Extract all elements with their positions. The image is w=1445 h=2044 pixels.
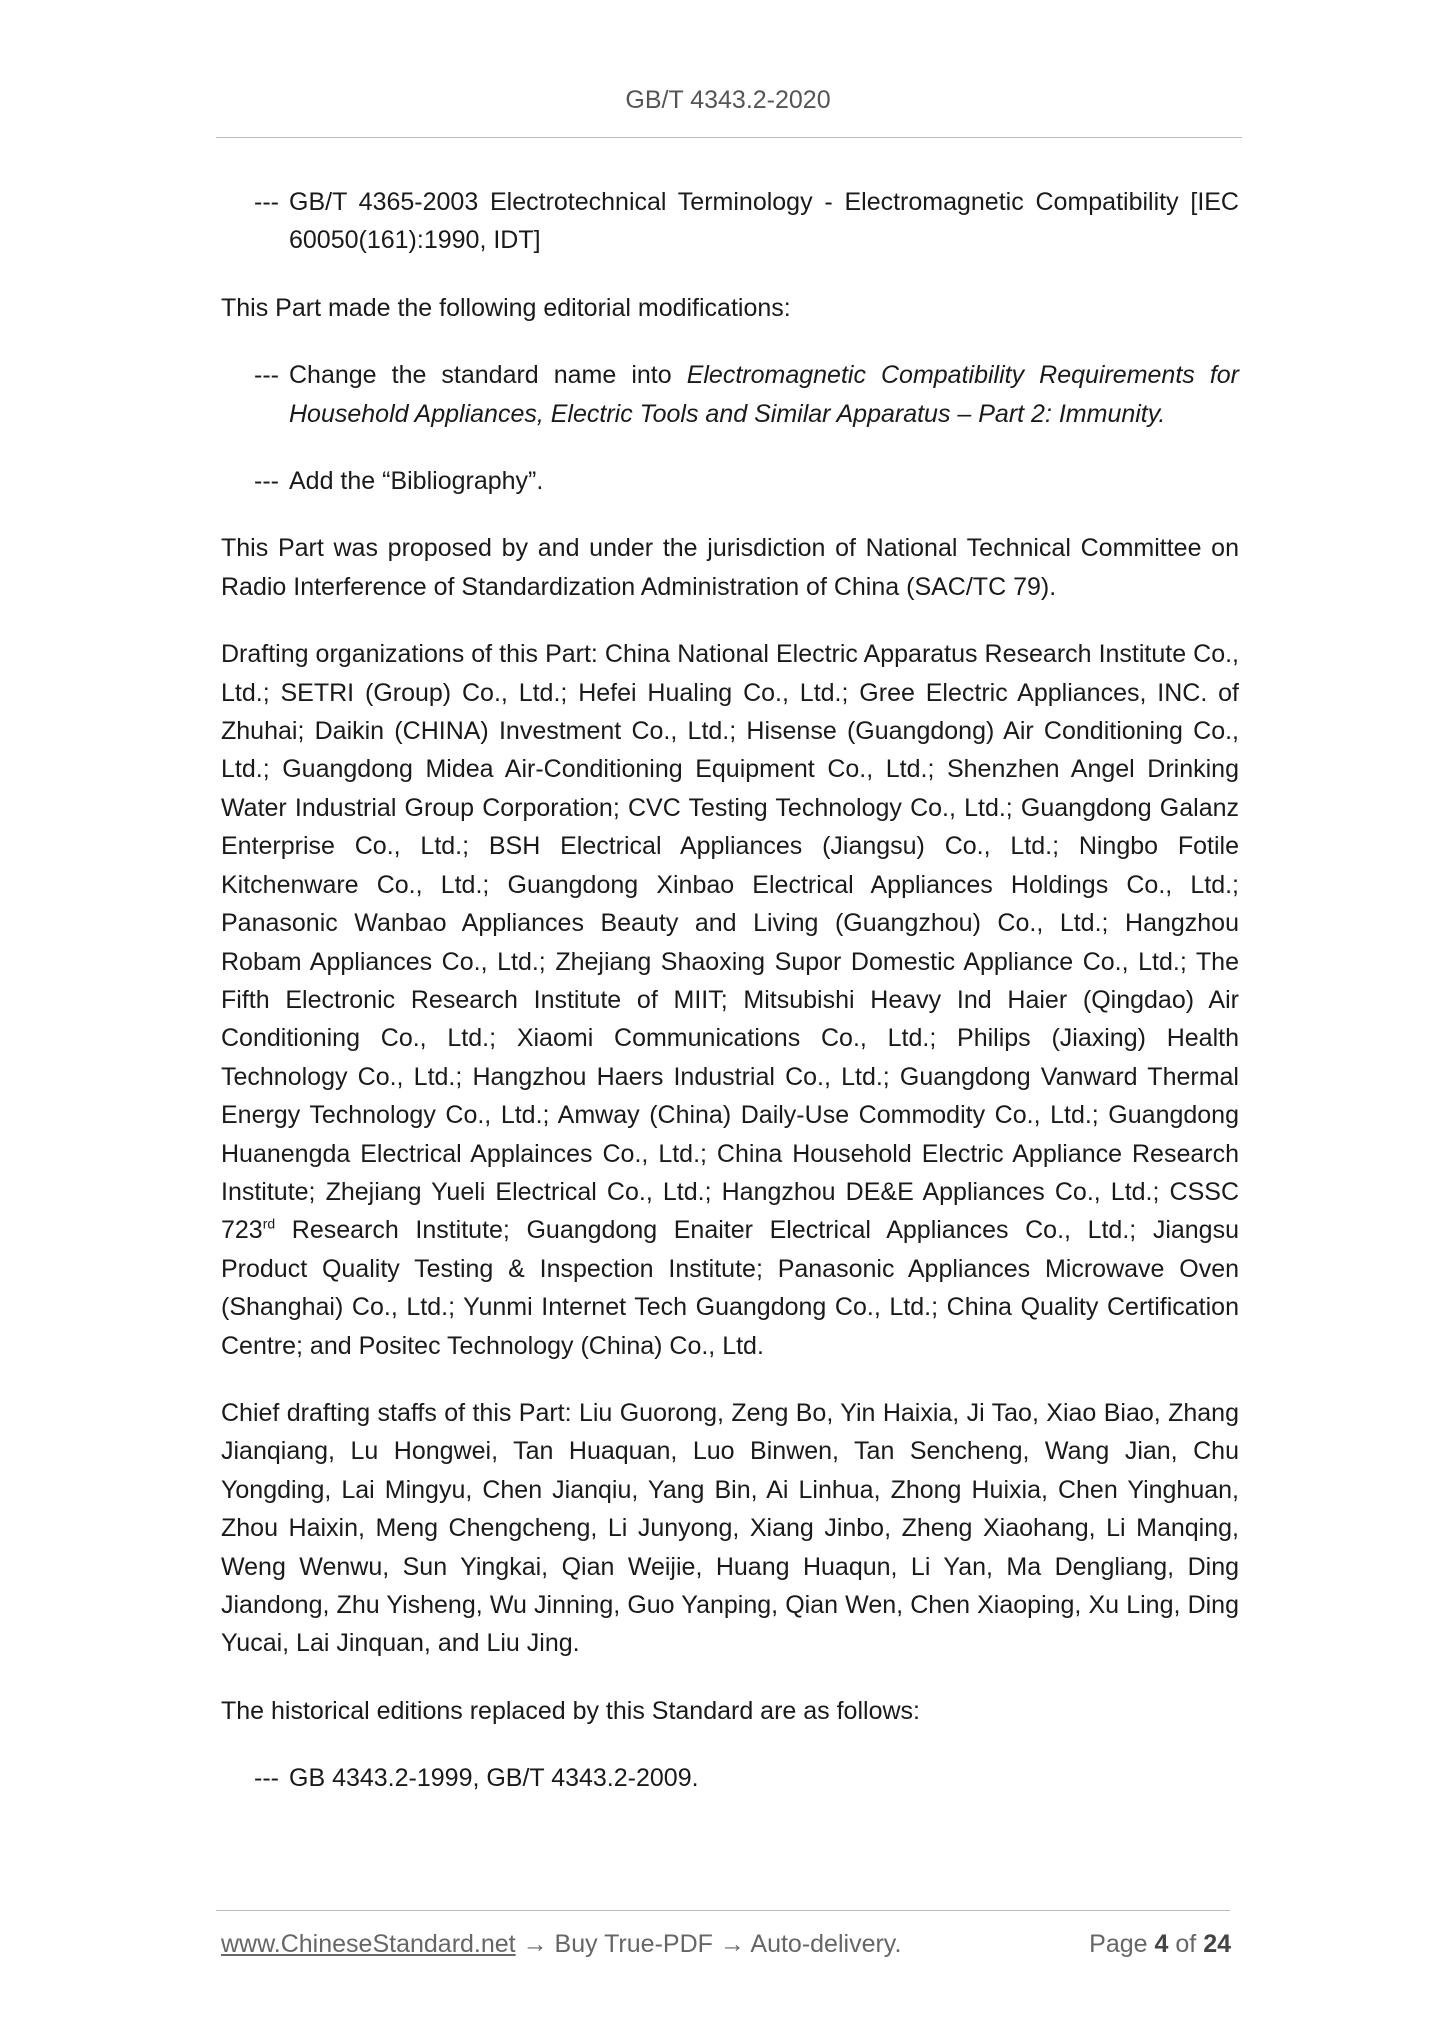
modification-prefix: Change the standard name into bbox=[289, 361, 687, 390]
page-label: Page bbox=[1089, 1930, 1148, 1958]
standard-name-italic: Electromagnetic Compatibility Requirements for Household Appliances, Electric Tools and Similar Apparatus – Part 2: Immunity. bbox=[289, 361, 1239, 428]
page-total: 24 bbox=[1203, 1930, 1231, 1958]
document-body bbox=[221, 183, 1239, 1827]
modification-bullet-2 bbox=[221, 462, 1239, 500]
historical-editions-text: GB 4343.2-1999, GB/T 4343.2-2009. bbox=[289, 1764, 699, 1793]
footer-promo bbox=[221, 1930, 901, 1959]
page-header-title: GB/T 4343.2-2020 bbox=[625, 86, 831, 114]
page-number bbox=[1089, 1930, 1231, 1959]
chief-drafting-staff-paragraph: Chief drafting staffs of this Part: Liu Guorong, Zeng Bo, Yin Haixia, Ji Tao, Xiao Biao, Zhang Jianqiang, Lu Hongwei, Tan Huaquan, Luo Binwen, Tan Sencheng, Wang Jian, Chu Yongding, Lai Mingyu, Chen Jianqiu, Yang Bin, Ai Linhua, Zhong Huixia, Chen Yinghuan, Zhou Haixin, Meng Chengcheng, Li Junyong, Xiang Jinbo, Zheng Xiaohang, Li Manqing, Weng Wenwu, Sun Yingkai, Qian Weijie, Huang Huaqun, Li Yan, Ma Dengliang, Ding Jiandong, Zhu Yisheng, Wu Jinning, Guo Yanping, Qian Wen, Chen Xiaoping, Xu Ling, Ding Yucai, Lai Jinquan, and Liu Jing. bbox=[221, 1398, 1239, 1658]
drafting-organizations-text-cont: Research Institute; Guangdong Enaiter Electrical Appliances Co., Ltd.; Jiangsu Product Quality Testing & Inspection Institute; Panasonic Appliances Microwave Oven (Shanghai) Co., Ltd.; Yunmi Internet Tech Guangdong Co., Ltd.; China Quality Certification Centre; and Positec Technology (China) Co., Ltd. bbox=[221, 1216, 1239, 1360]
ordinal-superscript: rd bbox=[262, 1216, 276, 1233]
website-link[interactable]: www.ChineseStandard.net bbox=[221, 1930, 516, 1958]
reference-text: GB/T 4365-2003 Electrotechnical Terminology - Electromagnetic Compatibility [IEC 60050(161):1990, IDT] bbox=[289, 188, 1239, 255]
drafting-organizations-text: Drafting organizations of this Part: China National Electric Apparatus Research Institute Co., Ltd.; SETRI (Group) Co., Ltd.; Hefei Hualing Co., Ltd.; Gree Electric Appliances, INC. of Zhuhai; Daikin (CHINA) Investment Co., Ltd.; Hisense (Guangdong) Air Conditioning Co., Ltd.; Guangdong Midea Air-Conditioning Equipment Co., Ltd.; Shenzhen Angel Drinking Water Industrial Group Corporation; CVC Testing Technology Co., Ltd.; Guangdong Galanz Enterprise Co., Ltd.; BSH Electrical Appliances (Jiangsu) Co., Ltd.; Ningbo Fotile Kitchenware Co., Ltd.; Guangdong Xinbao Electrical Appliances Holdings Co., Ltd.; Panasonic Wanbao Appliances Beauty and Living (Guangzhou) Co., Ltd.; Hangzhou Robam Appliances Co., Ltd.; Zhejiang Shaoxing Supor Domestic Appliance Co., Ltd.; The Fifth Electronic Research Institute of MIIT; Mitsubishi Heavy Ind Haier (Qingdao) Air Conditioning Co., Ltd.; Xiaomi Communications Co., Ltd.; Philips (Jiaxing) Health Technology Co., Ltd.; Hangzhou Haers Industrial Co., Ltd.; Guangdong Vanward Thermal Energy Technology Co., Ltd.; Amway (China) Daily-Use Commodity Co., Ltd.; Guangdong Huanengda Electrical Applainces Co., Ltd.; China Household Electric Appliance Research Institute; Zhejiang Yueli Electrical Co., Ltd.; Hangzhou DE&E Appliances Co., Ltd.; CSSC 723 bbox=[221, 640, 1239, 1245]
bullet-dash: --- bbox=[254, 467, 279, 496]
bullet-dash: --- bbox=[254, 1764, 279, 1793]
bullet-dash: --- bbox=[254, 188, 279, 216]
modification-bullet-1 bbox=[221, 356, 1239, 433]
historical-editions-intro: The historical editions replaced by this Standard are as follows: bbox=[221, 1696, 920, 1725]
proposed-by-paragraph: This Part was proposed by and under the jurisdiction of National Technical Committee on Radio Interference of Standardization Administration of China (SAC/TC 79). bbox=[221, 534, 1239, 601]
header-divider bbox=[216, 137, 1242, 138]
bullet-dash: --- bbox=[254, 361, 279, 390]
historical-editions-bullet bbox=[221, 1759, 1239, 1797]
modification-text: Add the “Bibliography”. bbox=[289, 467, 544, 496]
reference-bullet bbox=[221, 183, 1239, 260]
editorial-intro: This Part made the following editorial modifications: bbox=[221, 293, 791, 322]
footer-tagline: → Buy True-PDF → Auto-delivery. bbox=[515, 1930, 902, 1958]
drafting-organizations-paragraph bbox=[221, 635, 1239, 1365]
footer-divider bbox=[216, 1910, 1230, 1911]
page-of: of bbox=[1175, 1930, 1197, 1958]
page-current: 4 bbox=[1154, 1930, 1169, 1958]
